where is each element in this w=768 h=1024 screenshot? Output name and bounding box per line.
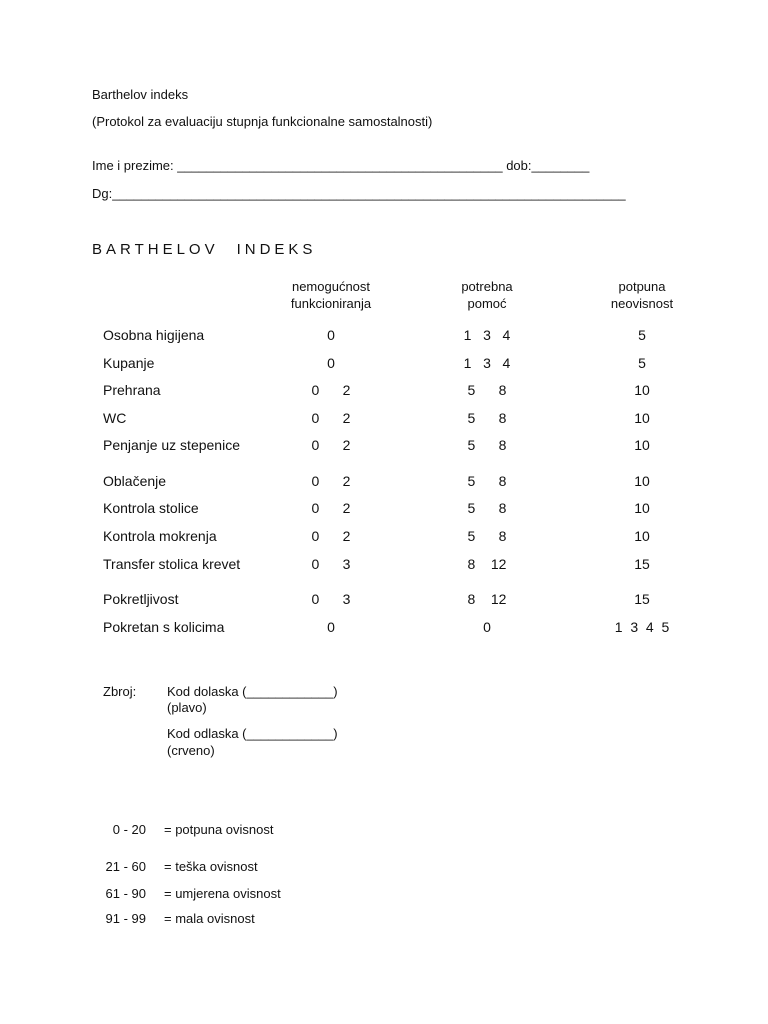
score-inability: 0 2 <box>311 437 351 453</box>
score-inability: 0 2 <box>311 528 351 544</box>
scale-range: 61 - 90 <box>105 886 146 901</box>
score-independence: 10 <box>634 528 650 544</box>
departure-note: (crveno) <box>167 743 215 758</box>
score-help-needed: 0 <box>483 619 491 635</box>
score-independence: 15 <box>634 556 650 572</box>
column-header-line: nemogućnost <box>291 279 371 294</box>
column-header-line: potpuna <box>618 279 666 294</box>
column-header-line: neovisnost <box>610 296 674 311</box>
scale-range: 91 - 99 <box>105 911 146 926</box>
score-inability: 0 <box>327 619 335 635</box>
score-independence: 10 <box>634 382 650 398</box>
scale-meaning: = mala ovisnost <box>164 911 255 926</box>
document-subtitle: (Protokol za evaluaciju stupnja funkcionalne samostalnosti) <box>92 114 433 129</box>
section-heading <box>92 241 316 258</box>
score-help-needed: 5 8 <box>467 473 507 489</box>
column-header-help-needed <box>427 278 547 312</box>
score-independence: 10 <box>634 500 650 516</box>
score-inability: 0 <box>327 327 335 343</box>
score-help-needed: 5 8 <box>467 528 507 544</box>
arrival-note: (plavo) <box>167 700 207 715</box>
score-inability: 0 2 <box>311 410 351 426</box>
row-label: Pokretan s kolicima <box>103 619 225 635</box>
scale-range: 21 - 60 <box>105 859 146 874</box>
column-header-line: funkcioniranja <box>290 296 372 311</box>
name-age-line: Ime i prezime: _____________________________________________ dob:________ <box>92 158 590 173</box>
scale-meaning: = umjerena ovisnost <box>164 886 281 901</box>
scale-meaning: = teška ovisnost <box>164 859 258 874</box>
row-label: Kontrola stolice <box>103 500 199 516</box>
row-label: Kontrola mokrenja <box>103 528 217 544</box>
score-help-needed: 1 3 4 <box>463 355 511 371</box>
score-inability: 0 <box>327 355 335 371</box>
score-independence: 15 <box>634 591 650 607</box>
row-label: Penjanje uz stepenice <box>103 437 240 453</box>
score-independence: 5 <box>638 327 646 343</box>
score-independence: 10 <box>634 473 650 489</box>
scale-range: 0 - 20 <box>112 822 146 837</box>
arrival-score: Kod dolaska (____________) <box>167 684 338 699</box>
scale-meaning: = potpuna ovisnost <box>164 822 274 837</box>
section-heading-word2: INDEKS <box>236 241 317 258</box>
score-inability: 0 2 <box>311 500 351 516</box>
row-label: Transfer stolica krevet <box>103 556 241 572</box>
document-title: Barthelov indeks <box>92 87 189 102</box>
column-header-line: potrebna <box>461 279 513 294</box>
score-independence: 10 <box>634 410 650 426</box>
score-independence: 1 3 4 5 <box>614 619 670 635</box>
score-help-needed: 8 12 <box>467 556 507 572</box>
score-inability: 0 3 <box>311 591 351 607</box>
score-help-needed: 5 8 <box>467 382 507 398</box>
score-help-needed: 5 8 <box>467 437 507 453</box>
row-label: Oblačenje <box>103 473 167 489</box>
score-help-needed: 8 12 <box>467 591 507 607</box>
column-header-inability <box>271 278 391 312</box>
row-label: Kupanje <box>103 355 155 371</box>
section-heading-word1: BARTHELOV <box>92 241 219 258</box>
sum-label: Zbroj: <box>103 684 137 699</box>
score-inability: 0 3 <box>311 556 351 572</box>
score-help-needed: 5 8 <box>467 500 507 516</box>
row-label: Pokretljivost <box>103 591 179 607</box>
score-independence: 5 <box>638 355 646 371</box>
row-label: Osobna higijena <box>103 327 205 343</box>
score-inability: 0 2 <box>311 382 351 398</box>
departure-score: Kod odlaska (____________) <box>167 726 338 741</box>
score-help-needed: 5 8 <box>467 410 507 426</box>
row-label: WC <box>103 410 127 426</box>
row-label: Prehrana <box>103 382 161 398</box>
score-independence: 10 <box>634 437 650 453</box>
diagnosis-line: Dg:_______________________________________________________________________ <box>92 186 626 201</box>
column-header-line: pomoć <box>467 296 507 311</box>
score-help-needed: 1 3 4 <box>463 327 511 343</box>
score-inability: 0 2 <box>311 473 351 489</box>
column-header-independence <box>582 278 702 312</box>
